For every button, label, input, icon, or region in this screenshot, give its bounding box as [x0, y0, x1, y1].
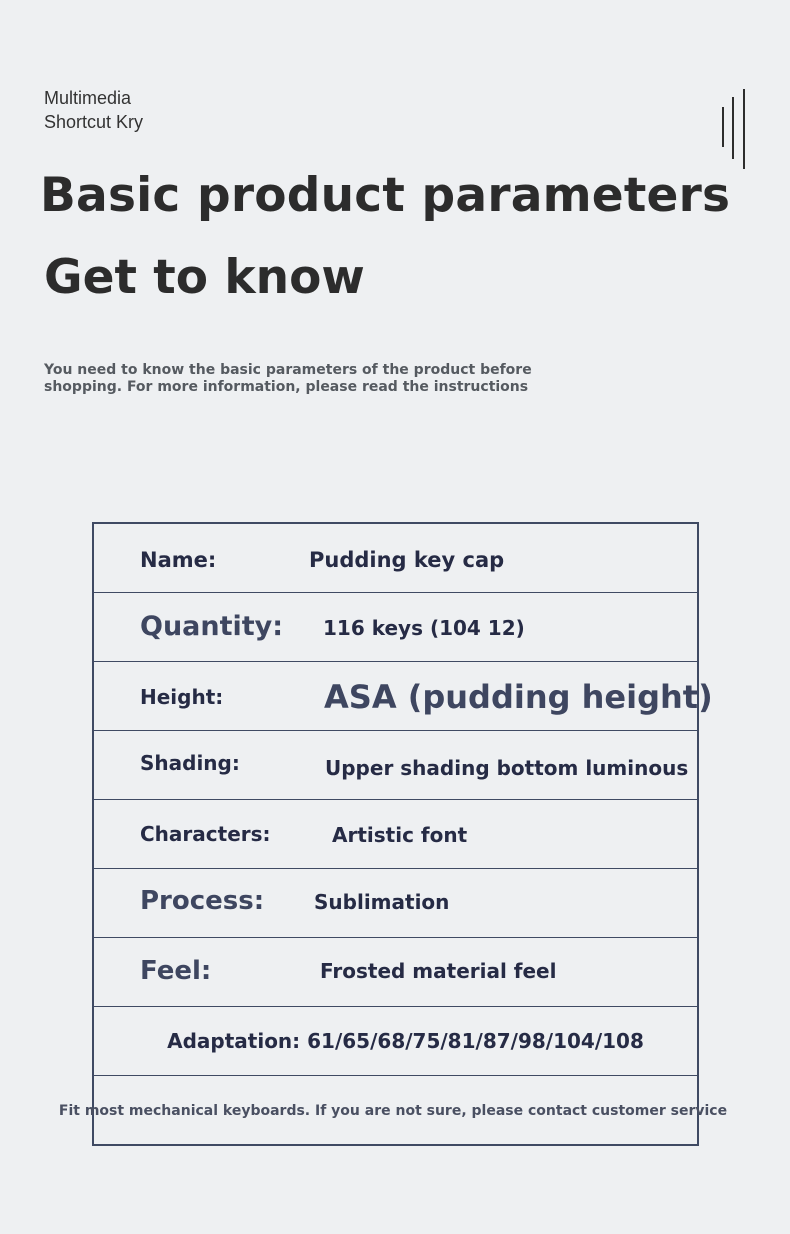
param-label: Characters: — [140, 822, 271, 846]
param-label: Shading: — [140, 751, 240, 775]
param-value: Upper shading bottom luminous — [325, 756, 689, 780]
param-row-height — [94, 662, 713, 731]
brand-line-2: Shortcut Kry — [44, 112, 144, 132]
param-label: Process: — [140, 886, 265, 916]
param-value: ASA (pudding height) — [324, 678, 713, 716]
param-row-characters — [94, 800, 697, 869]
param-row-process — [94, 869, 697, 938]
parameters-table — [92, 522, 713, 1146]
param-value: Artistic font — [332, 823, 468, 847]
brand-label — [44, 86, 143, 134]
param-value: Frosted material feel — [320, 959, 557, 983]
param-row-adaptation — [94, 1007, 697, 1076]
decorative-bars-icon — [722, 89, 748, 169]
param-row-quantity — [94, 593, 697, 662]
param-row-feel — [94, 938, 697, 1007]
adaptation-text: Adaptation: 61/65/68/75/81/87/98/104/108 — [167, 1029, 644, 1053]
param-label: Quantity: — [140, 611, 284, 642]
param-label: Height: — [140, 685, 224, 709]
param-value: Pudding key cap — [309, 548, 505, 572]
brand-line-1: Multimedia — [44, 88, 132, 108]
param-row-name — [94, 524, 697, 593]
param-label: Feel: — [140, 956, 212, 986]
param-label: Name: — [140, 548, 217, 572]
compatibility-note: Fit most mechanical keyboards. If you are not sure, please contact customer service — [58, 1103, 728, 1119]
page-title: Basic product parameters — [40, 168, 731, 223]
page-description: You need to know the basic parameters of the product before shopping. For more information, please read the instructions — [44, 362, 532, 395]
param-value: Sublimation — [314, 890, 450, 914]
page-subtitle: Get to know — [44, 250, 365, 305]
param-value: 116 keys (104 12) — [323, 616, 525, 640]
param-row-shading — [94, 731, 697, 800]
